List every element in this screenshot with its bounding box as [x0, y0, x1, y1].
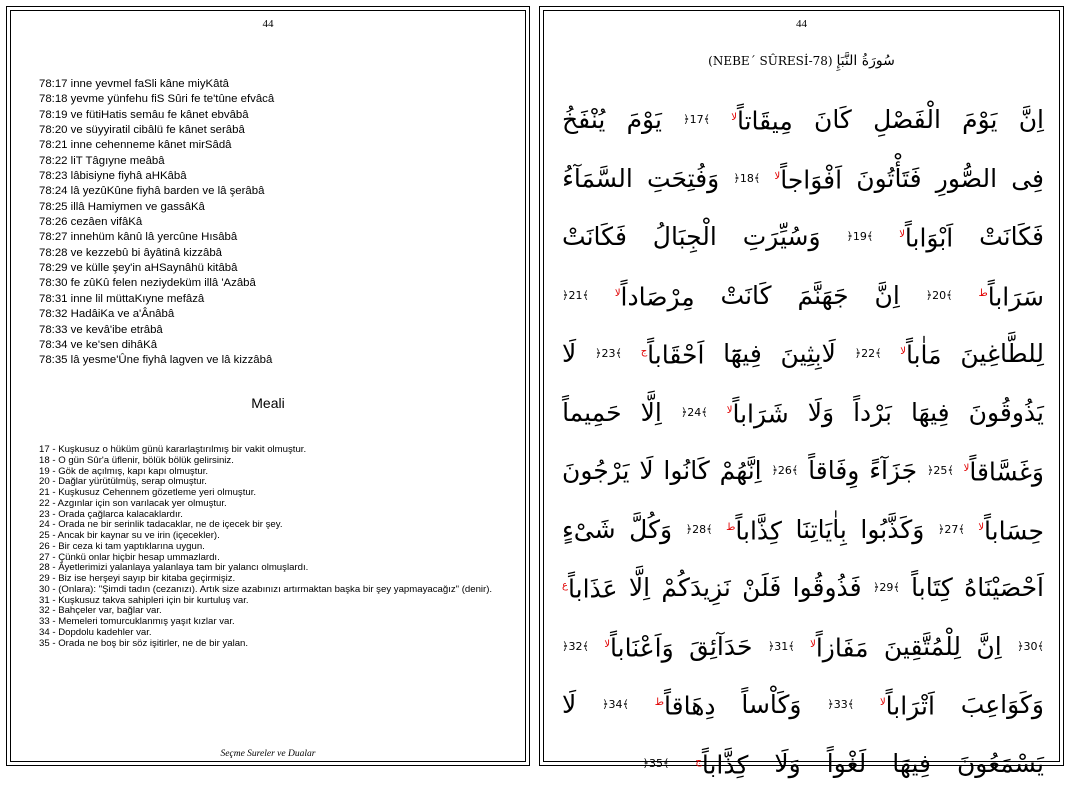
transliteration-block [39, 77, 499, 369]
translation-line: 33 - Memeleri tomurcuklanmış yaşıt kızlar var. [39, 616, 235, 627]
ayah-number: ﴿26﴾ [771, 464, 799, 477]
arabic-word: مَاٰباً$^{لا}$ [900, 340, 942, 370]
ayah-number: ﴿25﴾ [926, 464, 954, 477]
arabic-word: وَسُيِّرَتِ [742, 222, 821, 251]
arabic-word: فَكَانَتْ [979, 222, 1044, 251]
arabic-word: يَرْجُونَ [562, 456, 630, 485]
waqf-stop-mark: ج [640, 346, 648, 358]
ayah-number: ﴿32﴾ [562, 639, 589, 653]
surah-title [540, 53, 1063, 69]
transliteration-line: 78:27 innehüm kânû lâ yercûne Hısâbâ [39, 231, 238, 244]
transliteration-line: 78:25 illâ Hamiymen ve gassâKâ [39, 200, 205, 213]
arabic-word: لِلْمُتَّقِينَ [883, 631, 962, 661]
arabic-word: اَفْوَاجاً$^{لا}$ [774, 165, 843, 195]
transliteration-line: 78:20 ve süyyiratil cibâlü fe kânet serâbâ [39, 124, 245, 137]
transliteration-line: 78:22 liT Tâgıyne meâbâ [39, 154, 165, 167]
translation-line: 23 - Orada çağlarca kalacaklardır. [39, 508, 183, 520]
arabic-word: لِلطَّاغِينَ [960, 339, 1044, 368]
waqf-stop-mark: ع [562, 580, 568, 592]
ayah-number: ﴿19﴾ [846, 230, 874, 243]
transliteration-line: 78:23 lâbisiyne fiyhâ aHKâbâ [39, 170, 187, 183]
arabic-word: الصُّورِ [935, 163, 998, 193]
translation-line: 25 - Ancak bir kaynar su ve irin (içecekler). [39, 530, 220, 541]
translation-line: 34 - Dopdolu kadehler var. [39, 626, 152, 638]
left-page [6, 6, 530, 766]
transliteration-line: 78:34 ve ke'sen dihâKâ [39, 338, 158, 351]
translation-line: 30 - (Onlara): "Şimdi tadın (cezanızı). Artık size azabınızı artırmaktan başka bir şey yapmayacağız" (denir). [39, 583, 493, 595]
arabic-word: كَانُوا [663, 456, 710, 485]
ayah-number: ﴿33﴾ [827, 698, 855, 711]
arabic-line [562, 618, 1044, 677]
arabic-word: نَزِيدَكُمْ [661, 573, 731, 602]
arabic-word: وَلَا [774, 748, 801, 778]
translation-line: 22 - Azgınlar için son varılacak yer olmuştur. [39, 497, 227, 509]
page-footer: Seçme Sureler ve Dualar [220, 749, 316, 759]
arabic-line [562, 384, 1044, 443]
translation-line: 26 - Bir ceza ki tam yaptıklarına uygun. [39, 540, 205, 552]
surah-title-latin: (NEBE´ SÛRESİ-78) [708, 54, 833, 68]
arabic-word: لَا [639, 456, 654, 485]
waqf-stop-mark: لا [726, 404, 733, 416]
arabic-word: فَذُوقُوا [792, 573, 862, 602]
translation-line: 17 - Kuşkusuz o hüküm günü kararlaştırılmış bir vakit olmuştur. [39, 444, 307, 455]
arabic-line [562, 208, 1044, 267]
ayah-number: ﴿27﴾ [937, 522, 965, 536]
arabic-word: وَفُتِحَتِ [646, 163, 720, 193]
translation-line: 18 - O gün Sûr'a üflenir, bölük bölük gelirsiniz. [39, 454, 234, 466]
waqf-stop-mark: ط [726, 521, 736, 533]
waqf-stop-mark: لا [604, 638, 611, 650]
arabic-word: جَزَآءً [869, 456, 918, 485]
arabic-word: شَرَاباً$^{لا}$ [726, 399, 789, 429]
arabic-word: لَا [562, 339, 577, 368]
translation-line: 20 - Dağlar yürütülmüş, serap olmuştur. [39, 476, 207, 488]
translation-block [39, 445, 509, 649]
arabic-line [562, 442, 1044, 501]
ayah-number: ﴿30﴾ [1017, 639, 1044, 653]
arabic-word: مِرْصَاداً$^{لا}$ [614, 282, 695, 312]
arabic-line [562, 267, 1044, 326]
waqf-stop-mark: لا [879, 697, 886, 709]
arabic-word: كَانَتْ [720, 280, 772, 310]
arabic-word: اَحْقَاباً$^ج$ [640, 340, 705, 370]
transliteration-line: 78:17 inne yevmel faSli kâne miyKâtâ [39, 78, 229, 90]
ayah-number: ﴿34﴾ [602, 698, 629, 711]
transliteration-line: 78:21 inne cehenneme kânet mirSâdâ [39, 139, 232, 152]
translation-line: 19 - Gök de açılmış, kapı kapı olmuştur. [39, 465, 209, 477]
transliteration-line: 78:28 ve kezzebû bi âyâtinâ kizzâbâ [39, 246, 223, 259]
ayah-number: ﴿17﴾ [683, 113, 711, 126]
ayah-number: ﴿18﴾ [733, 171, 761, 185]
waqf-stop-mark: ط [654, 697, 665, 709]
transliteration-line: 78:30 fe zûKû felen neziydeküm illâ 'Azâbâ [39, 277, 256, 290]
arabic-line [562, 501, 1044, 560]
ayah-number: ﴿22﴾ [854, 347, 882, 360]
arabic-word: دِهَاقاً$^ط$ [654, 691, 716, 721]
arabic-word: لَغْواً [826, 748, 867, 778]
arabic-word: يَوْمَ [626, 105, 662, 134]
arabic-word: فِى [1011, 163, 1044, 193]
arabic-word: بِاٰيَاتِنَا [795, 514, 847, 544]
arabic-word: الْفَصْلِ [873, 105, 941, 134]
arabic-word: عَذَاباً$^ع$ [562, 574, 618, 604]
arabic-word: لَا [562, 690, 577, 719]
surah-title-arabic: سُورَةُ النَّبَإِ [836, 53, 895, 69]
translation-line: 32 - Bahçeler var, bağlar var. [39, 605, 162, 617]
right-page [539, 6, 1064, 780]
arabic-line [562, 91, 1044, 150]
translation-line: 29 - Biz ise herşeyi sayıp bir kitaba geçirmişiz. [39, 573, 236, 584]
transliteration-line: 78:35 lâ yesme'Ûne fiyhâ lagven ve lâ kizzâbâ [39, 354, 273, 367]
arabic-word: فِيهَا [892, 748, 931, 778]
arabic-word: فِيهَا [910, 397, 950, 427]
arabic-word: لَابِثِينَ [780, 339, 836, 368]
arabic-word: يَوْمَ [962, 105, 998, 134]
arabic-word: اَتْرَاباً$^{لا}$ [879, 691, 935, 721]
page-number: 44 [796, 18, 807, 30]
arabic-word: السَّمَآءُ [562, 163, 633, 193]
ayah-number: ﴿20﴾ [925, 288, 953, 302]
arabic-word: اِنَّ [874, 280, 900, 310]
arabic-word: اِنَّ [976, 631, 1002, 661]
arabic-word: مَفَازاً$^{لا}$ [810, 633, 869, 663]
ayah-number: ﴿35﴾ [642, 756, 670, 770]
waqf-stop-mark: لا [810, 638, 816, 650]
arabic-word: كِتَاباً [911, 573, 953, 602]
transliteration-line: 78:18 yevme yünfehu fiS Sûri fe te'tûne efvâcâ [39, 93, 275, 106]
arabic-word: مِيقَاتاً$^{لا}$ [731, 106, 793, 136]
arabic-word: اِنَّهُمْ [719, 456, 762, 485]
translation-line: 24 - Orada ne bir serinlik tadacaklar, ne de içecek bir şey. [39, 519, 283, 531]
arabic-word: وَكَاْساً [741, 690, 802, 719]
arabic-word: حِسَاباً$^{لا}$ [978, 516, 1044, 546]
arabic-word: سَرَاباً$^ط$ [978, 282, 1044, 312]
ayah-number: ﴿24﴾ [680, 405, 708, 419]
arabic-word: كِذَّاباً$^ج$ [695, 750, 749, 780]
waqf-stop-mark: لا [774, 170, 781, 182]
arabic-word: اِنَّ [1018, 105, 1044, 134]
ayah-number: ﴿31﴾ [767, 639, 795, 653]
arabic-word: يَذُوقُونَ [968, 397, 1044, 427]
arabic-word: اِلَّا [628, 573, 651, 602]
transliteration-line: 78:29 ve külle şey'in aHSaynâhü kitâbâ [39, 262, 238, 275]
arabic-word: بَرْداً [853, 397, 892, 427]
arabic-word: وَاَعْنَاباً$^{لا}$ [604, 633, 674, 663]
arabic-word: حَمِيماً [562, 397, 622, 427]
transliteration-line: 78:19 ve fütiHatis semâu fe kânet ebvâbâ [39, 108, 249, 121]
waqf-stop-mark: لا [900, 346, 906, 358]
arabic-word: اَبْوَاباً$^{لا}$ [899, 223, 954, 253]
arabic-word: اَحْصَيْنَاهُ [964, 573, 1044, 602]
translation-line: 31 - Kuşkusuz takva sahipleri için bir kurtuluş var. [39, 594, 249, 606]
arabic-line [562, 676, 1044, 735]
arabic-word: وَلَا [807, 397, 835, 427]
arabic-word: حَدَآئِقَ [689, 631, 753, 661]
waqf-stop-mark: ج [695, 755, 702, 767]
arabic-word: شَیْءٍ [562, 514, 616, 544]
page-number: 44 [262, 18, 274, 30]
translation-line: 21 - Kuşkusuz Cehennem gözetleme yeri olmuştur. [39, 487, 257, 498]
arabic-word: وَكُلَّ [629, 514, 673, 544]
arabic-word: وَكَذَّبُوا [860, 514, 925, 544]
arabic-word: فَلَنْ [742, 573, 782, 602]
arabic-line [562, 559, 1044, 618]
ayah-number: ﴿28﴾ [685, 522, 713, 536]
arabic-word: الْجِبَالُ [652, 222, 717, 251]
arabic-word: وَغَسَّاقاً$^{لا}$ [963, 457, 1044, 487]
transliteration-line: 78:32 HadâiKa ve a'Ânâbâ [39, 308, 175, 321]
waqf-stop-mark: لا [978, 521, 985, 533]
ayah-number: ﴿21﴾ [562, 288, 589, 302]
arabic-word: فَكَانَتْ [562, 222, 627, 251]
arabic-word: كَانَ [813, 105, 852, 134]
transliteration-line: 78:26 cezâen vifâKâ [39, 216, 143, 229]
transliteration-line: 78:31 inne lil müttaKıyne mefâzâ [39, 292, 205, 305]
transliteration-line: 78:33 ve kevâ'ibe etrâbâ [39, 323, 163, 336]
arabic-word: وِفَاقاً [808, 456, 860, 485]
waqf-stop-mark: لا [963, 463, 970, 475]
arabic-word: فَتَأْتُونَ [856, 163, 922, 193]
arabic-word: يُنْفَخُ [562, 105, 606, 134]
waqf-stop-mark: لا [614, 287, 621, 299]
arabic-line [562, 735, 1044, 794]
arabic-text-block [562, 91, 1044, 793]
translation-line: 27 - Çünkü onlar hiçbir hesap ummazlardı. [39, 551, 220, 563]
arabic-line [562, 325, 1044, 384]
waqf-stop-mark: لا [899, 229, 905, 241]
arabic-word: اِلَّا [640, 397, 662, 427]
arabic-word: جَهَنَّمَ [797, 280, 849, 310]
arabic-word: وَكَوَاعِبَ [960, 690, 1044, 719]
arabic-word: كِذَّاباً$^ط$ [726, 516, 782, 546]
arabic-word: فِيهَٓا [723, 339, 762, 368]
translation-line: 28 - Âyetlerimizi yalanlaya yalanlaya tam bir yalancı olmuşlardı. [39, 562, 309, 574]
waqf-stop-mark: لا [731, 112, 737, 124]
arabic-line [562, 150, 1044, 209]
ayah-number: ﴿23﴾ [595, 347, 622, 360]
ayah-number: ﴿29﴾ [872, 581, 900, 594]
translation-line: 35 - Orada ne boş bir söz işitirler, ne de bir yalan. [39, 637, 249, 649]
arabic-word: يَسْمَعُونَ [956, 748, 1044, 778]
meali-heading: Meali [251, 395, 285, 411]
waqf-stop-mark: ط [978, 287, 988, 299]
transliteration-line: 78:24 lâ yezûKûne fiyhâ barden ve lâ şerâbâ [39, 185, 265, 198]
